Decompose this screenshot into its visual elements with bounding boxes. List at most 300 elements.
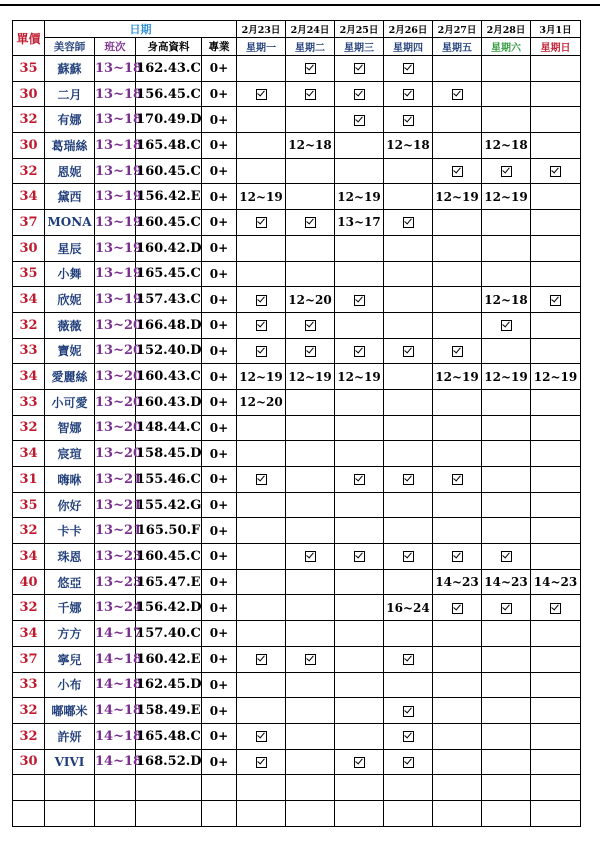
shift-cell: 13~19 <box>95 287 136 313</box>
day-cell <box>335 415 384 441</box>
checked-box-icon <box>256 731 267 742</box>
specialty-cell: 0+ <box>202 698 237 724</box>
table-row <box>13 210 581 236</box>
day-cell <box>482 698 531 724</box>
specialty-cell: 0+ <box>202 107 237 133</box>
empty-row <box>13 800 581 826</box>
day-cell <box>482 210 531 236</box>
specialty-cell: 0+ <box>202 158 237 184</box>
day-cell <box>433 749 482 775</box>
day-cell <box>286 441 335 467</box>
shift-cell: 14~18 <box>95 723 136 749</box>
checked-box-icon <box>403 217 414 228</box>
checked-box-icon <box>403 731 414 742</box>
checked-box-icon <box>354 295 365 306</box>
day-cell <box>531 261 581 287</box>
specialty-cell: 0+ <box>202 749 237 775</box>
stylist-name-cell: 方方 <box>45 621 95 647</box>
day-cell <box>384 107 433 133</box>
table-row <box>13 235 581 261</box>
day-cell <box>433 261 482 287</box>
specialty-cell: 0+ <box>202 441 237 467</box>
empty-cell <box>433 775 482 801</box>
price-cell: 37 <box>13 210 45 236</box>
day-cell <box>384 338 433 364</box>
schedule-body <box>13 56 581 827</box>
price-cell: 30 <box>13 81 45 107</box>
day-cell <box>237 621 286 647</box>
day-cell <box>237 107 286 133</box>
date-header: 2月24日 <box>286 21 335 38</box>
weekday-header: 星期二 <box>286 38 335 56</box>
day-cell <box>531 56 581 82</box>
price-cell: 32 <box>13 158 45 184</box>
day-cell <box>482 415 531 441</box>
specialty-cell: 0+ <box>202 338 237 364</box>
checked-box-icon <box>305 217 316 228</box>
empty-cell <box>384 800 433 826</box>
table-row <box>13 672 581 698</box>
stylist-name-cell: 嗨咻 <box>45 467 95 493</box>
day-cell: 12~19 <box>531 364 581 390</box>
table-row <box>13 133 581 159</box>
specialty-cell: 0+ <box>202 723 237 749</box>
day-cell <box>531 184 581 210</box>
empty-cell <box>335 775 384 801</box>
stylist-name-cell: 許妍 <box>45 723 95 749</box>
date-header: 3月1日 <box>531 21 581 38</box>
stylist-name-cell: 黛西 <box>45 184 95 210</box>
day-cell <box>531 287 581 313</box>
body-data-cell: 156.42.E <box>136 184 202 210</box>
day-cell <box>286 338 335 364</box>
empty-cell <box>136 775 202 801</box>
stylist-name-cell: 悠亞 <box>45 569 95 595</box>
shift-cell: 13~19 <box>95 184 136 210</box>
weekday-header: 星期五 <box>433 38 482 56</box>
day-cell <box>335 621 384 647</box>
shift-cell: 13~18 <box>95 133 136 159</box>
day-cell <box>482 107 531 133</box>
shift-cell: 13~20 <box>95 415 136 441</box>
empty-cell <box>531 775 581 801</box>
day-cell: 12~19 <box>433 184 482 210</box>
specialty-cell: 0+ <box>202 595 237 621</box>
day-cell <box>384 261 433 287</box>
price-cell: 33 <box>13 338 45 364</box>
table-row <box>13 518 581 544</box>
specialty-cell: 0+ <box>202 210 237 236</box>
checked-box-icon <box>354 551 365 562</box>
shift-cell: 14~18 <box>95 698 136 724</box>
day-cell <box>237 518 286 544</box>
checked-box-icon <box>403 474 414 485</box>
day-cell <box>384 312 433 338</box>
checked-box-icon <box>403 89 414 100</box>
day-cell <box>482 389 531 415</box>
stylist-name-cell: 星辰 <box>45 235 95 261</box>
day-cell <box>286 544 335 570</box>
checked-box-icon <box>452 474 463 485</box>
day-cell <box>286 261 335 287</box>
checked-box-icon <box>256 89 267 100</box>
body-data-cell: 162.43.C <box>136 56 202 82</box>
day-cell <box>237 235 286 261</box>
day-cell <box>335 389 384 415</box>
day-cell <box>384 672 433 698</box>
specialty-cell: 0+ <box>202 261 237 287</box>
price-header: 單價 <box>13 21 45 56</box>
shift-cell: 13~18 <box>95 107 136 133</box>
price-cell: 35 <box>13 56 45 82</box>
body-data-cell: 160.42.E <box>136 646 202 672</box>
body-data-cell: 165.50.F <box>136 518 202 544</box>
specialty-cell: 0+ <box>202 646 237 672</box>
day-cell <box>531 672 581 698</box>
empty-cell <box>45 775 95 801</box>
day-cell <box>237 672 286 698</box>
day-cell <box>237 698 286 724</box>
body-data-cell: 165.45.C <box>136 261 202 287</box>
day-cell <box>482 621 531 647</box>
shift-cell: 13~20 <box>95 389 136 415</box>
day-cell <box>433 415 482 441</box>
day-cell <box>531 312 581 338</box>
specialty-cell: 0+ <box>202 544 237 570</box>
day-cell <box>433 107 482 133</box>
body-data-cell: 157.40.C <box>136 621 202 647</box>
empty-cell <box>531 800 581 826</box>
empty-cell <box>45 800 95 826</box>
day-cell <box>384 56 433 82</box>
specialty-cell: 0+ <box>202 364 237 390</box>
checked-box-icon <box>256 217 267 228</box>
body-data-cell: 165.48.C <box>136 723 202 749</box>
stylist-name-cell: 珠恩 <box>45 544 95 570</box>
body-data-cell: 170.49.D <box>136 107 202 133</box>
specialty-cell: 0+ <box>202 235 237 261</box>
day-cell: 12~18 <box>384 133 433 159</box>
day-cell <box>482 672 531 698</box>
day-cell <box>286 698 335 724</box>
day-cell <box>335 492 384 518</box>
day-cell <box>531 389 581 415</box>
day-cell: 12~20 <box>237 389 286 415</box>
top-rule <box>0 4 600 6</box>
checked-box-icon <box>354 89 365 100</box>
day-cell <box>286 723 335 749</box>
empty-cell <box>136 800 202 826</box>
day-cell <box>335 235 384 261</box>
day-cell <box>286 621 335 647</box>
date-header: 2月23日 <box>237 21 286 38</box>
day-cell <box>384 544 433 570</box>
day-cell <box>482 492 531 518</box>
stylist-name-cell: 有娜 <box>45 107 95 133</box>
day-cell <box>531 698 581 724</box>
day-cell <box>335 107 384 133</box>
header-row-columns <box>13 38 581 56</box>
day-cell <box>286 235 335 261</box>
day-cell: 12~19 <box>482 364 531 390</box>
day-cell <box>531 81 581 107</box>
day-cell <box>384 287 433 313</box>
checked-box-icon <box>403 757 414 768</box>
day-cell <box>433 518 482 544</box>
day-cell: 14~23 <box>482 569 531 595</box>
checked-box-icon <box>354 474 365 485</box>
shift-cell: 13~23 <box>95 569 136 595</box>
table-row <box>13 749 581 775</box>
table-row <box>13 595 581 621</box>
body-data-cell: 165.47.E <box>136 569 202 595</box>
checked-box-icon <box>354 757 365 768</box>
day-cell <box>237 338 286 364</box>
body-data-cell: 156.42.D <box>136 595 202 621</box>
empty-row <box>13 775 581 801</box>
specialty-cell: 0+ <box>202 569 237 595</box>
day-cell <box>286 492 335 518</box>
day-cell <box>237 56 286 82</box>
empty-cell <box>286 800 335 826</box>
price-cell: 33 <box>13 672 45 698</box>
day-cell: 14~23 <box>433 569 482 595</box>
date-header: 2月26日 <box>384 21 433 38</box>
day-cell: 12~18 <box>482 133 531 159</box>
table-row <box>13 287 581 313</box>
checked-box-icon <box>403 63 414 74</box>
date-header: 2月27日 <box>433 21 482 38</box>
table-row <box>13 389 581 415</box>
shift-cell: 13~21 <box>95 467 136 493</box>
price-cell: 30 <box>13 133 45 159</box>
price-cell: 34 <box>13 441 45 467</box>
empty-cell <box>482 800 531 826</box>
day-cell <box>531 595 581 621</box>
checked-box-icon <box>305 320 316 331</box>
day-cell <box>433 698 482 724</box>
table-row <box>13 338 581 364</box>
price-cell: 32 <box>13 518 45 544</box>
body-data-cell: 160.45.C <box>136 158 202 184</box>
day-cell <box>237 544 286 570</box>
day-cell <box>531 723 581 749</box>
day-cell <box>335 518 384 544</box>
checked-box-icon <box>403 115 414 126</box>
day-cell <box>237 415 286 441</box>
day-cell: 12~19 <box>433 364 482 390</box>
checked-box-icon <box>305 654 316 665</box>
day-cell <box>335 441 384 467</box>
body-data-cell: 155.42.G <box>136 492 202 518</box>
price-cell: 35 <box>13 261 45 287</box>
shift-cell: 13~19 <box>95 158 136 184</box>
table-row <box>13 184 581 210</box>
day-cell <box>286 158 335 184</box>
body-data-cell: 168.52.D <box>136 749 202 775</box>
shift-cell: 14~18 <box>95 672 136 698</box>
shift-cell: 13~18 <box>95 56 136 82</box>
checked-box-icon <box>305 551 316 562</box>
day-cell <box>286 56 335 82</box>
day-cell <box>482 595 531 621</box>
day-cell <box>237 312 286 338</box>
day-cell <box>384 81 433 107</box>
table-row <box>13 312 581 338</box>
day-cell <box>384 467 433 493</box>
day-cell <box>237 441 286 467</box>
day-cell: 12~19 <box>482 184 531 210</box>
day-cell <box>482 81 531 107</box>
day-cell <box>286 467 335 493</box>
day-cell <box>237 81 286 107</box>
day-cell: 12~19 <box>237 364 286 390</box>
day-cell <box>335 698 384 724</box>
checked-box-icon <box>354 346 365 357</box>
empty-cell <box>433 800 482 826</box>
day-cell <box>286 210 335 236</box>
stylist-name-cell: 千娜 <box>45 595 95 621</box>
specialty-cell: 0+ <box>202 184 237 210</box>
specialty-header: 專業 <box>202 38 237 56</box>
day-cell <box>384 441 433 467</box>
day-cell <box>531 158 581 184</box>
day-cell <box>335 133 384 159</box>
checked-box-icon <box>452 89 463 100</box>
body-data-cell: 160.42.D <box>136 235 202 261</box>
day-cell <box>433 56 482 82</box>
table-row <box>13 467 581 493</box>
day-cell <box>433 235 482 261</box>
day-cell: 12~18 <box>286 133 335 159</box>
day-cell <box>384 158 433 184</box>
day-cell <box>286 518 335 544</box>
price-cell: 34 <box>13 287 45 313</box>
day-cell <box>482 261 531 287</box>
day-cell <box>433 492 482 518</box>
day-cell <box>286 107 335 133</box>
day-cell <box>335 569 384 595</box>
day-cell <box>237 261 286 287</box>
empty-cell <box>482 775 531 801</box>
price-cell: 37 <box>13 646 45 672</box>
shift-cell: 14~18 <box>95 749 136 775</box>
day-cell <box>531 415 581 441</box>
stylist-name-cell: 寧兒 <box>45 646 95 672</box>
day-cell <box>433 81 482 107</box>
table-row <box>13 107 581 133</box>
date-header: 2月25日 <box>335 21 384 38</box>
day-cell <box>286 595 335 621</box>
day-cell <box>286 569 335 595</box>
checked-box-icon <box>256 320 267 331</box>
day-cell <box>531 441 581 467</box>
day-cell <box>433 646 482 672</box>
body-data-cell: 157.43.C <box>136 287 202 313</box>
specialty-cell: 0+ <box>202 415 237 441</box>
checked-box-icon <box>501 320 512 331</box>
checked-box-icon <box>403 654 414 665</box>
day-cell <box>286 81 335 107</box>
day-cell <box>433 389 482 415</box>
shift-cell: 14~18 <box>95 646 136 672</box>
day-cell <box>482 723 531 749</box>
body-data-cell: 165.48.C <box>136 133 202 159</box>
day-cell <box>286 389 335 415</box>
empty-cell <box>237 775 286 801</box>
checked-box-icon <box>305 346 316 357</box>
day-cell <box>482 338 531 364</box>
day-cell <box>335 672 384 698</box>
empty-cell <box>286 775 335 801</box>
day-cell <box>531 621 581 647</box>
day-cell <box>531 467 581 493</box>
day-cell <box>433 544 482 570</box>
day-cell <box>482 235 531 261</box>
day-cell <box>384 698 433 724</box>
checked-box-icon <box>305 89 316 100</box>
day-cell <box>433 312 482 338</box>
day-cell <box>482 56 531 82</box>
body-data-cell: 158.49.E <box>136 698 202 724</box>
price-cell: 30 <box>13 235 45 261</box>
shift-cell: 13~20 <box>95 338 136 364</box>
body-data-cell: 162.45.D <box>136 672 202 698</box>
table-row <box>13 569 581 595</box>
checked-box-icon <box>452 346 463 357</box>
price-cell: 32 <box>13 595 45 621</box>
specialty-cell: 0+ <box>202 467 237 493</box>
day-cell <box>482 749 531 775</box>
price-cell: 31 <box>13 467 45 493</box>
empty-cell <box>202 775 237 801</box>
price-cell: 34 <box>13 621 45 647</box>
day-cell <box>335 646 384 672</box>
shift-cell: 13~20 <box>95 312 136 338</box>
checked-box-icon <box>550 166 561 177</box>
checked-box-icon <box>256 654 267 665</box>
empty-cell <box>384 775 433 801</box>
empty-cell <box>95 800 136 826</box>
day-cell <box>531 133 581 159</box>
body-data-cell: 158.45.D <box>136 441 202 467</box>
specialty-cell: 0+ <box>202 518 237 544</box>
day-cell <box>433 441 482 467</box>
checked-box-icon <box>550 295 561 306</box>
day-cell <box>384 415 433 441</box>
body-data-cell: 160.43.D <box>136 389 202 415</box>
stylist-name-cell: 寶妮 <box>45 338 95 364</box>
body-data-cell: 148.44.C <box>136 415 202 441</box>
day-cell <box>384 749 433 775</box>
shift-cell: 13~21 <box>95 492 136 518</box>
day-cell <box>335 158 384 184</box>
price-cell: 40 <box>13 569 45 595</box>
day-cell <box>531 235 581 261</box>
day-cell: 12~20 <box>286 287 335 313</box>
day-cell <box>237 287 286 313</box>
checked-box-icon <box>256 295 267 306</box>
checked-box-icon <box>354 63 365 74</box>
table-row <box>13 544 581 570</box>
stylist-name-cell: 小布 <box>45 672 95 698</box>
day-cell <box>482 467 531 493</box>
shift-cell: 13~19 <box>95 210 136 236</box>
day-cell: 12~19 <box>286 364 335 390</box>
stylist-name-cell: 卡卡 <box>45 518 95 544</box>
day-cell <box>384 621 433 647</box>
table-row <box>13 261 581 287</box>
